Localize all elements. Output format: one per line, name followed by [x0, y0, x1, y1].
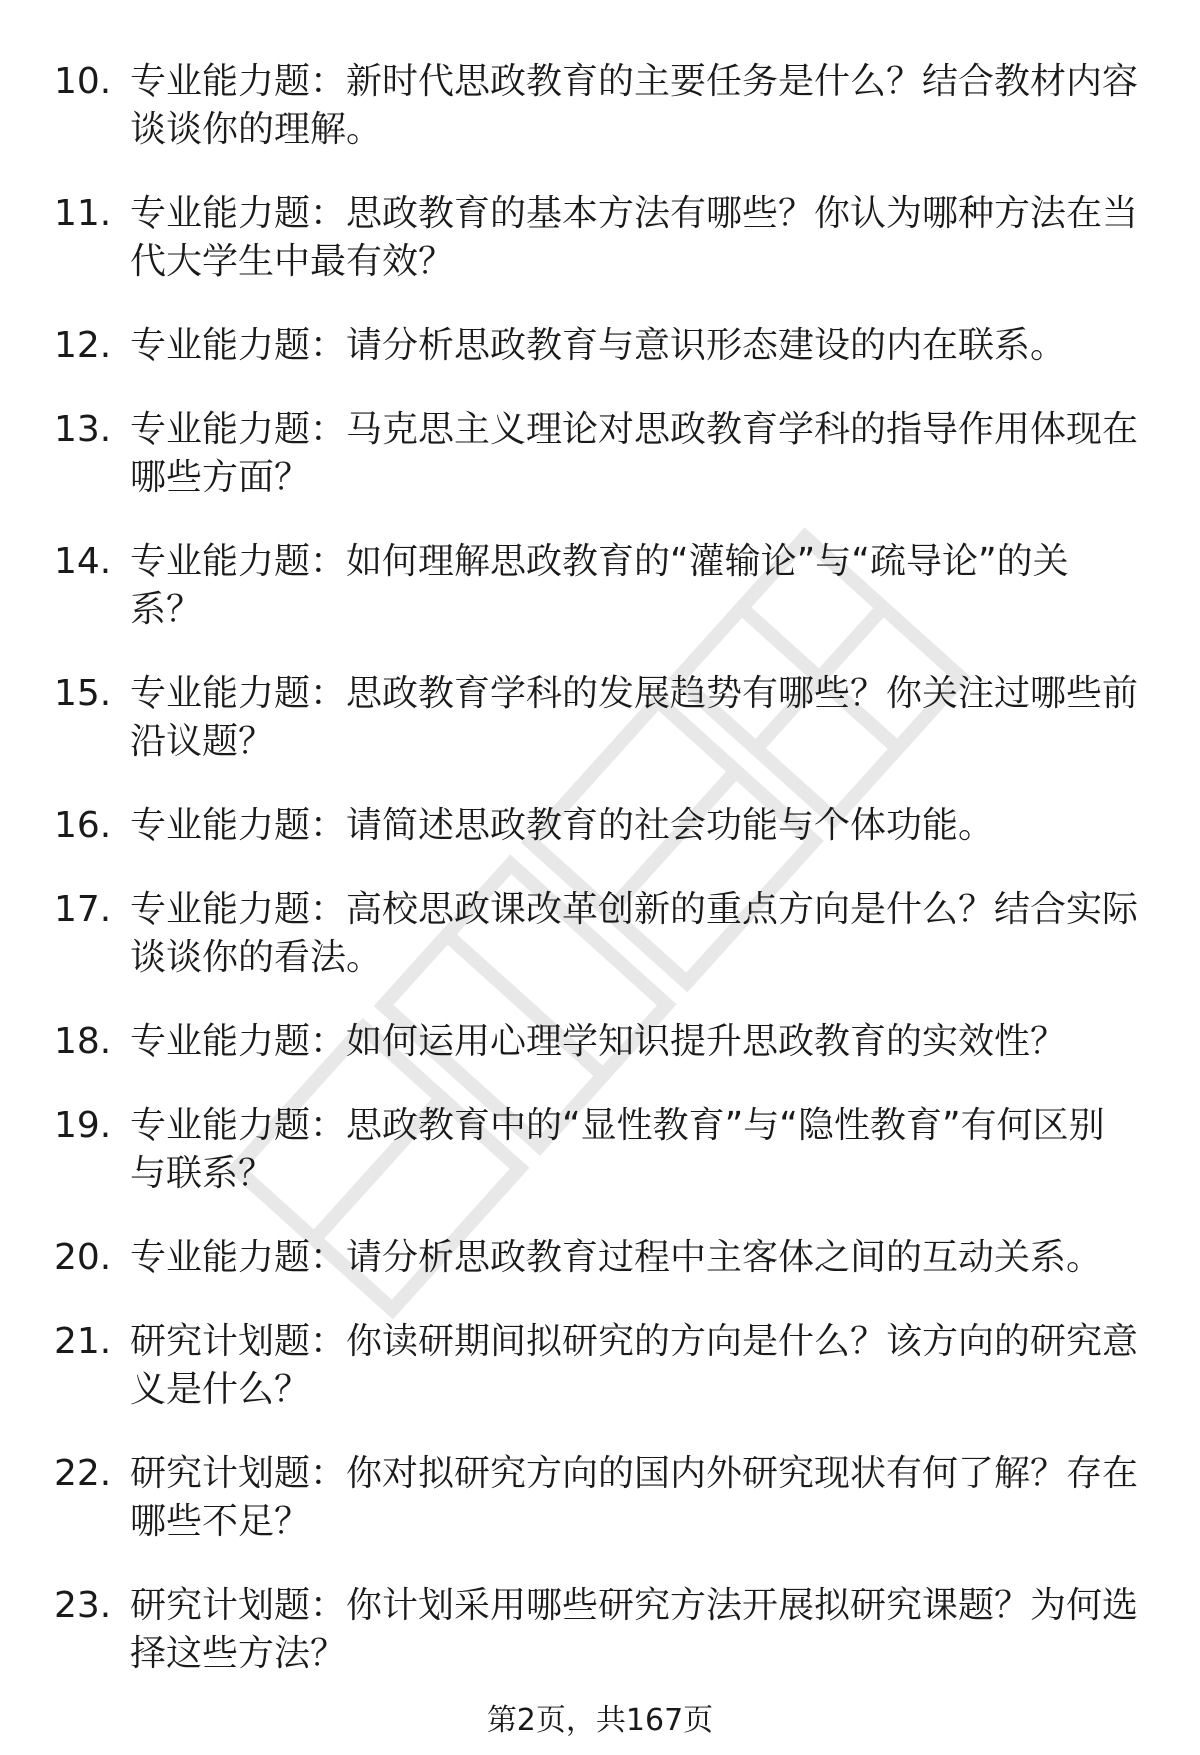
question-text: 研究计划题：你对拟研究方向的国内外研究现状有何了解？存在哪些不足？ [130, 1453, 1139, 1542]
list-item [54, 1318, 1154, 1414]
question-number: 16. [54, 805, 112, 846]
question-text: 专业能力题：思政教育的基本方法有哪些？你认为哪种方法在当代大学生中最有效？ [130, 193, 1139, 282]
list-item [54, 406, 1154, 502]
question-text: 研究计划题：你读研期间拟研究的方向是什么？该方向的研究意义是什么？ [130, 1321, 1139, 1410]
list-item [54, 1234, 1154, 1282]
question-number: 21. [54, 1321, 112, 1362]
list-item [54, 1018, 1154, 1066]
question-number: 15. [54, 673, 112, 714]
question-text: 专业能力题：请分析思政教育过程中主客体之间的互动关系。 [130, 1237, 1103, 1278]
page-footer: 第2页，共167页 [486, 1703, 714, 1738]
list-item [54, 1102, 1154, 1198]
question-text: 专业能力题：如何理解思政教育的“灌输论”与“疏导论”的关系？ [130, 541, 1069, 630]
question-number: 22. [54, 1453, 112, 1494]
question-number: 11. [54, 193, 112, 234]
list-item [54, 1450, 1154, 1546]
question-number: 13. [54, 409, 112, 450]
list-item [54, 886, 1154, 982]
question-text: 专业能力题：高校思政课改革创新的重点方向是什么？结合实际谈谈你的看法。 [130, 889, 1139, 978]
list-item [54, 58, 1154, 154]
question-number: 17. [54, 889, 112, 930]
question-text: 专业能力题：思政教育学科的发展趋势有哪些？你关注过哪些前沿议题？ [130, 673, 1139, 762]
question-number: 23. [54, 1585, 112, 1626]
list-item [54, 190, 1154, 286]
question-text: 专业能力题：请简述思政教育的社会功能与个体功能。 [130, 805, 995, 846]
list-item [54, 1582, 1154, 1678]
question-number: 18. [54, 1021, 112, 1062]
question-text: 专业能力题：马克思主义理论对思政教育学科的指导作用体现在哪些方面？ [130, 409, 1139, 498]
list-item [54, 670, 1154, 766]
question-text: 专业能力题：如何运用心理学知识提升思政教育的实效性？ [130, 1021, 1067, 1062]
question-number: 14. [54, 541, 112, 582]
list-item [54, 322, 1154, 370]
question-number: 12. [54, 325, 112, 366]
question-text: 研究计划题：你计划采用哪些研究方法开展拟研究课题？为何选择这些方法？ [130, 1585, 1139, 1674]
question-number: 20. [54, 1237, 112, 1278]
list-item [54, 802, 1154, 850]
question-text: 专业能力题：请分析思政教育与意识形态建设的内在联系。 [130, 325, 1067, 366]
question-text: 专业能力题：思政教育中的“显性教育”与“隐性教育”有何区别与联系？ [130, 1105, 1105, 1194]
question-text: 专业能力题：新时代思政教育的主要任务是什么？结合教材内容谈谈你的理解。 [130, 61, 1139, 150]
list-item [54, 538, 1154, 634]
question-number: 19. [54, 1105, 112, 1146]
question-number: 10. [54, 61, 112, 102]
